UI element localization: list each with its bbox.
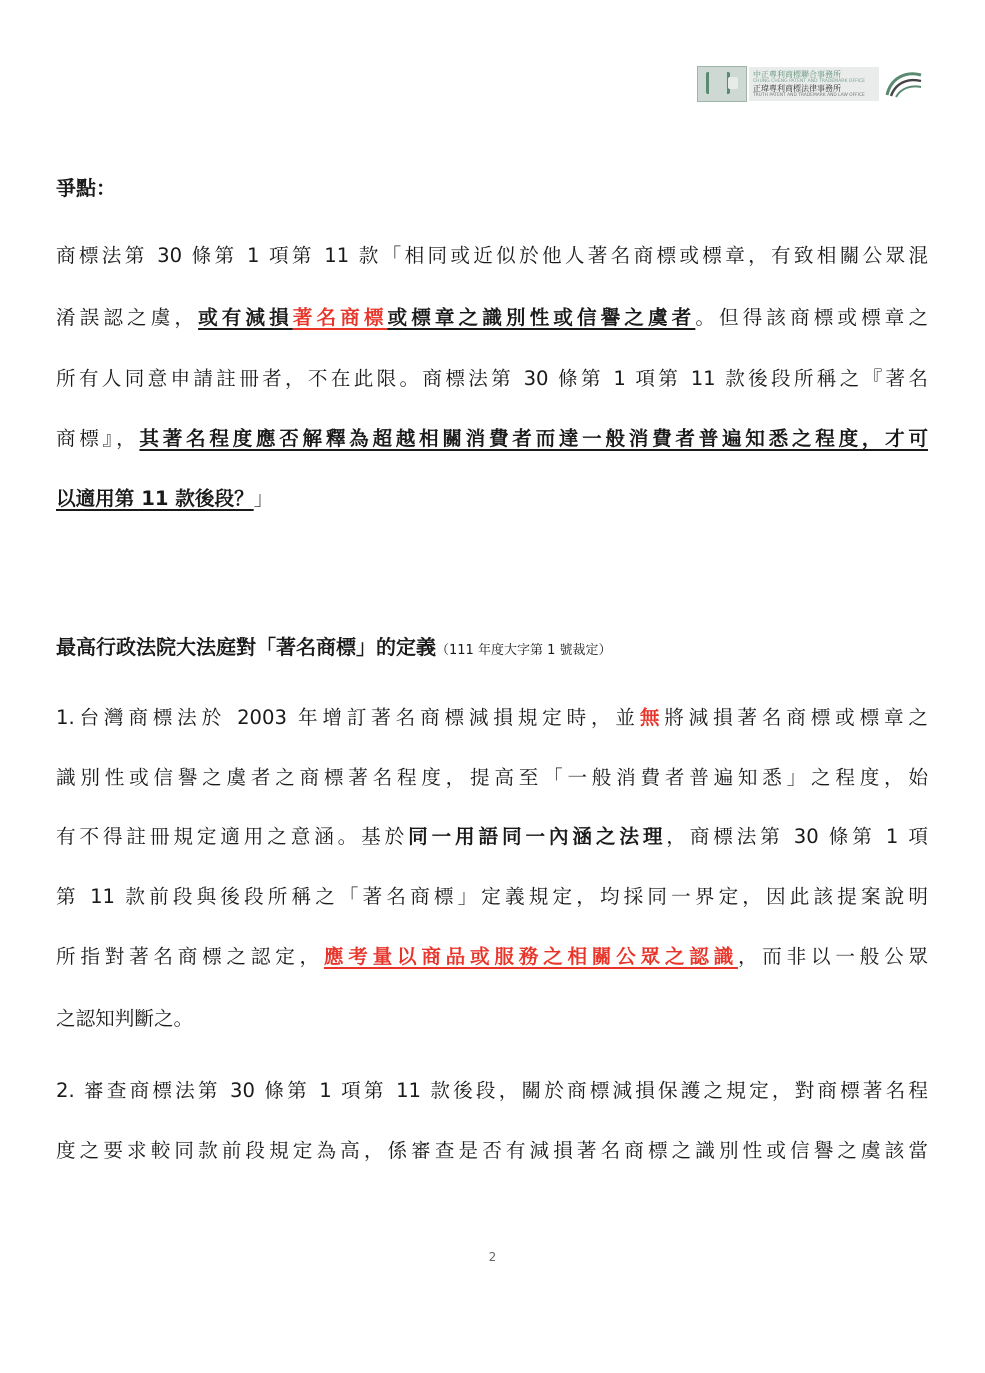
def-emphasis-red: 無: [639, 706, 665, 729]
definition-heading-note: （111 年度大字第 1 號裁定）: [436, 643, 612, 658]
def-p2-line-1: 2. 審查商標法第 30 條第 1 項第 11 款後段，關於商標減損保護之規定，對商標著名程: [56, 1079, 928, 1102]
def-text: 有不得註冊規定適用之意涵。基於: [56, 825, 409, 848]
issue-text: 」: [253, 487, 274, 510]
def-text: 1.台灣商標法於 2003 年增訂著名商標減損規定時，並: [56, 706, 640, 729]
logo-text-block: [749, 67, 879, 101]
logo-swoosh-icon: [881, 67, 925, 101]
firm-name-cn-2: 正瑋專利商標法律事務所: [753, 84, 841, 93]
logo-emblem-icon: [697, 66, 747, 102]
issue-emphasis: 或有減損: [198, 306, 293, 329]
def-p1-line-6: 之認知判斷之。: [56, 1007, 194, 1030]
firm-name-en-1: CHUNG CHENG PATENT AND TRADEMARK OFFICE: [753, 79, 866, 84]
issue-question-end: 以適用第 11 款後段？: [56, 487, 254, 510]
issue-emphasis: 或標章之識別性或信譽之虞者: [387, 306, 696, 329]
issue-question: 其著名程度應否解釋為超越相關消費者而達一般消費者普遍知悉之程度，才可: [139, 427, 929, 450]
firm-name-cn-1: 中正專利商標聯合事務所: [753, 70, 841, 79]
section-heading-issue: 爭點：: [56, 176, 116, 200]
issue-line-3: 所有人同意申請註冊者，不在此限。商標法第 30 條第 1 項第 11 款後段所稱之『著名: [56, 367, 928, 390]
section-heading-definition: [56, 631, 611, 660]
issue-line-4: [56, 425, 928, 453]
def-p2-line-2: 度之要求較同款前段規定為高，係審查是否有減損著名商標之識別性或信譽之虞該當: [56, 1139, 928, 1162]
def-emphasis: 同一用語同一內涵之法理: [408, 825, 667, 848]
firm-name-en-2: TRUTH PATENT AND TRADEMARK AND LAW OFFICE: [753, 93, 865, 98]
issue-line-5: [56, 485, 928, 513]
def-p1-line-2: 識別性或信譽之虞者之商標著名程度，提高至「一般消費者普遍知悉」之程度，始: [56, 766, 928, 789]
def-emphasis-red: 應考量以商品或服務之相關公眾之認識: [323, 945, 738, 968]
def-text: ，而非以一般公眾: [737, 945, 929, 968]
issue-emphasis-red: 著名商標: [292, 306, 388, 329]
definition-heading-text: 最高行政法院大法庭對「著名商標」的定義: [56, 635, 436, 659]
def-p1-line-4: 第 11 款前段與後段所稱之「著名商標」定義規定，均採同一界定，因此該提案說明: [56, 885, 928, 908]
page-number: 2: [488, 1250, 497, 1264]
issue-text: 。但得該商標或標章之: [695, 306, 929, 329]
def-p1-line-5: [56, 943, 928, 971]
issue-line-1: 商標法第 30 條第 1 項第 11 款「相同或近似於他人著名商標或標章，有致相關公眾混: [56, 244, 928, 267]
def-p1-line-3: [56, 823, 928, 851]
def-p1-line-1: [56, 704, 928, 732]
firm-logo: [697, 66, 929, 102]
issue-line-2: [56, 304, 928, 332]
def-text: ，商標法第 30 條第 1 項: [666, 825, 929, 848]
def-text: 所指對著名商標之認定，: [56, 945, 324, 968]
def-text: 將減損著名商標或標章之: [664, 706, 929, 729]
issue-text: 商標』，: [56, 427, 140, 450]
issue-text: 淆誤認之虞，: [56, 306, 199, 329]
